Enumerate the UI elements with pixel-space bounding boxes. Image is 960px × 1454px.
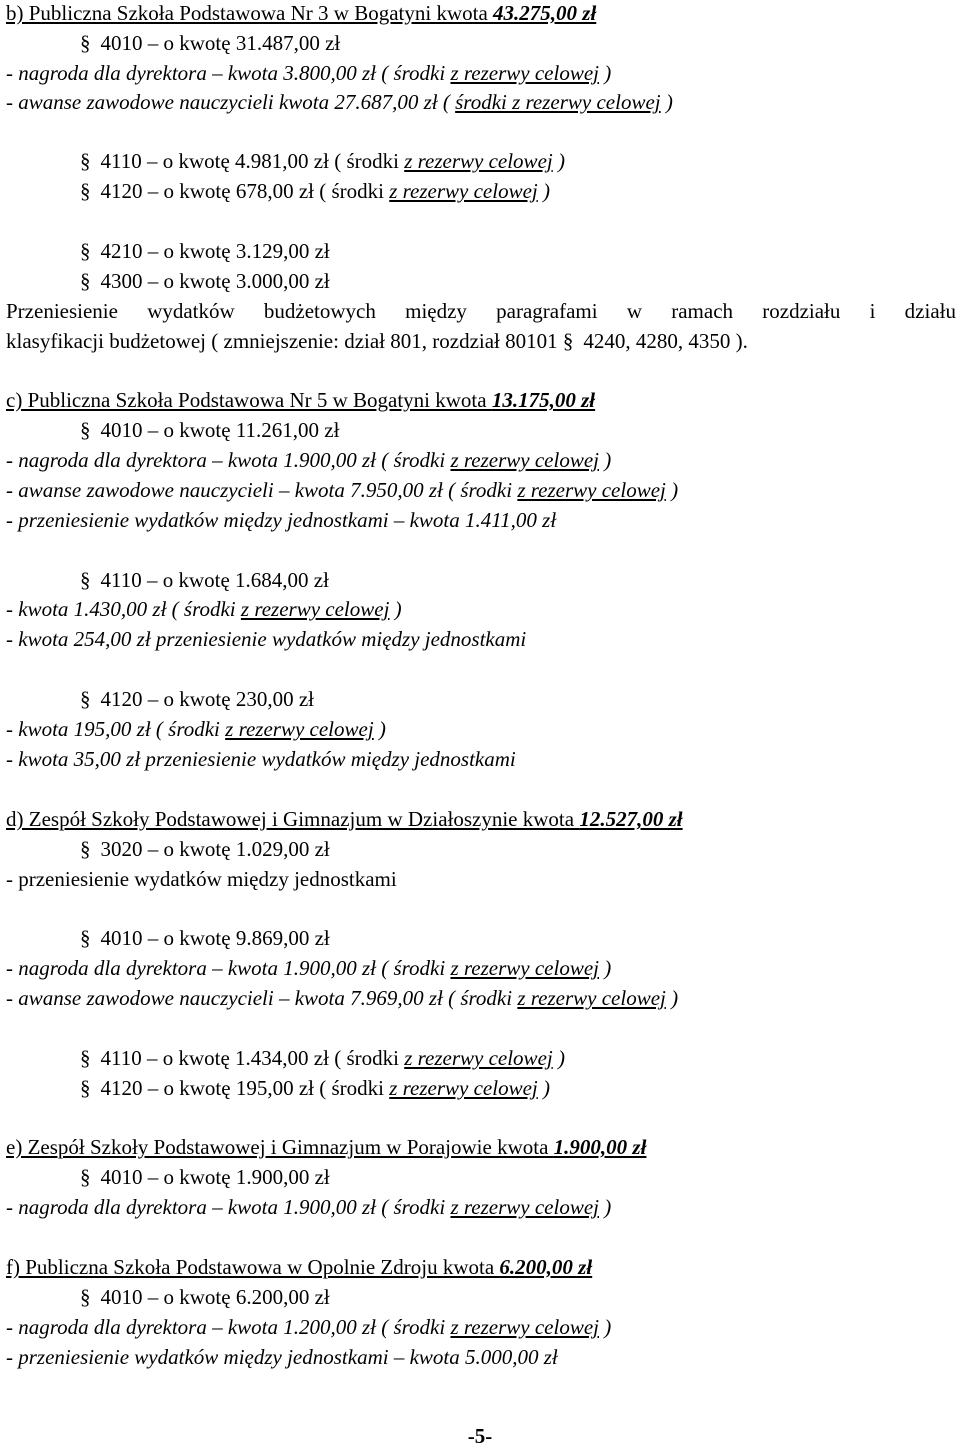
f-para-4010: § 4010 – o kwotę 6.200,00 zł	[80, 1284, 330, 1310]
section-b-heading: b) Publiczna Szkoła Podstawowa Nr 3 w Bogatyni kwota 43.275,00 zł	[6, 1, 597, 25]
d-para-4120: § 4120 – o kwotę 195,00 zł ( środki z rezerwy celowej )	[80, 1075, 550, 1101]
b-przeniesienie-line2: klasyfikacji budżetowej ( zmniejszenie: dział 801, rozdział 80101 § 4240, 4280, 4350 ).	[6, 328, 748, 354]
page-number: -5-	[467, 1424, 493, 1448]
c-kwota-254: - kwota 254,00 zł przeniesienie wydatków między jednostkami	[6, 627, 527, 651]
b-przeniesienie-line1: Przeniesienie wydatków budżetowych między paragrafami w ramach rozdziału i działu	[6, 299, 956, 323]
e-para-4010: § 4010 – o kwotę 1.900,00 zł	[80, 1164, 330, 1190]
d-para-3020: § 3020 – o kwotę 1.029,00 zł	[80, 836, 330, 862]
c-awanse: - awanse zawodowe nauczycieli – kwota 7.950,00 zł ( środki z rezerwy celowej )	[6, 478, 679, 502]
b-awanse: - awanse zawodowe nauczycieli kwota 27.687,00 zł ( środki z rezerwy celowej )	[6, 90, 673, 114]
c-przeniesienie: - przeniesienie wydatków między jednostkami – kwota 1.411,00 zł	[6, 508, 557, 532]
c-para-4010: § 4010 – o kwotę 11.261,00 zł	[80, 417, 339, 443]
b-para-4120: § 4120 – o kwotę 678,00 zł ( środki z rezerwy celowej )	[80, 178, 550, 204]
d-nagroda: - nagroda dla dyrektora – kwota 1.900,00 zł ( środki z rezerwy celowej )	[6, 956, 612, 980]
f-nagroda: - nagroda dla dyrektora – kwota 1.200,00 zł ( środki z rezerwy celowej )	[6, 1315, 612, 1339]
d-przeniesienie: - przeniesienie wydatków między jednostkami	[6, 867, 397, 891]
c-para-4110: § 4110 – o kwotę 1.684,00 zł	[80, 567, 329, 593]
section-f-heading: f) Publiczna Szkoła Podstawowa w Opolnie Zdroju kwota 6.200,00 zł	[6, 1255, 593, 1279]
c-kwota-195: - kwota 195,00 zł ( środki z rezerwy celowej )	[6, 717, 386, 741]
b-para-4210: § 4210 – o kwotę 3.129,00 zł	[80, 238, 330, 264]
e-nagroda: - nagroda dla dyrektora – kwota 1.900,00 zł ( środki z rezerwy celowej )	[6, 1195, 612, 1219]
section-e-heading: e) Zespół Szkoły Podstawowej i Gimnazjum w Porajowie kwota 1.900,00 zł	[6, 1135, 647, 1159]
c-kwota-1430: - kwota 1.430,00 zł ( środki z rezerwy celowej )	[6, 597, 402, 621]
d-para-4110: § 4110 – o kwotę 1.434,00 zł ( środki z rezerwy celowej )	[80, 1045, 565, 1071]
section-c-heading: c) Publiczna Szkoła Podstawowa Nr 5 w Bogatyni kwota 13.175,00 zł	[6, 388, 596, 412]
b-para-4300: § 4300 – o kwotę 3.000,00 zł	[80, 268, 330, 294]
b-para-4110: § 4110 – o kwotę 4.981,00 zł ( środki z rezerwy celowej )	[80, 148, 565, 174]
c-para-4120: § 4120 – o kwotę 230,00 zł	[80, 686, 314, 712]
section-d-heading: d) Zespół Szkoły Podstawowej i Gimnazjum w Działoszynie kwota 12.527,00 zł	[6, 807, 683, 831]
c-kwota-35: - kwota 35,00 zł przeniesienie wydatków między jednostkami	[6, 747, 516, 771]
f-przeniesienie: - przeniesienie wydatków między jednostkami – kwota 5.000,00 zł	[6, 1345, 558, 1369]
b-para-4010: § 4010 – o kwotę 31.487,00 zł	[80, 30, 340, 56]
d-para-4010: § 4010 – o kwotę 9.869,00 zł	[80, 925, 330, 951]
c-nagroda: - nagroda dla dyrektora – kwota 1.900,00 zł ( środki z rezerwy celowej )	[6, 448, 612, 472]
b-nagroda: - nagroda dla dyrektora – kwota 3.800,00 zł ( środki z rezerwy celowej )	[6, 61, 612, 85]
d-awanse: - awanse zawodowe nauczycieli – kwota 7.969,00 zł ( środki z rezerwy celowej )	[6, 986, 679, 1010]
